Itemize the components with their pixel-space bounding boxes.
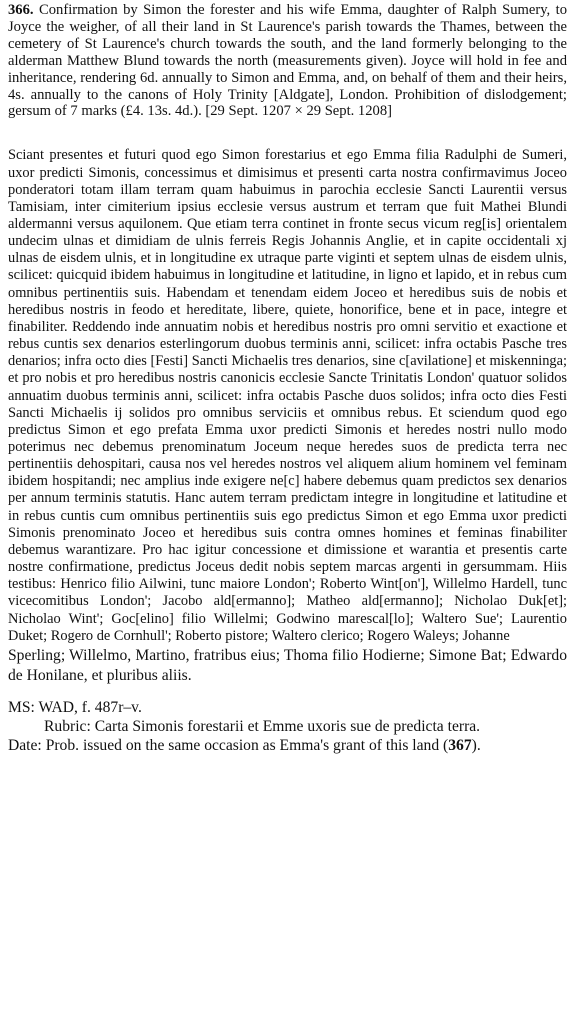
charter-body: Sciant presentes et futuri quod ego Simon forestarius et ego Emma filia Radulphi de Sumeri, uxor predicti Simonis, concessimus et dimisimus et presenti carta nostra confirmavimus Joceo ponderatori totam illam terram quam habuimus in parochia ecclesie Sancti Laurentii versus Tamisiam, inter cimiterium ipsius ecclesie versus austrum et terram que fuit Mathei Blundi aldermanni versus aquilonem. Que etiam terra continet in fronte secus vicum reg[is] orientalem undecim ulnas et dimidiam de ulnis ferreis Regis Johannis Anglie, et in capite occidentali xj ulnas de eisdem ulnis, et in longitudine ex utraque parte viginti et septem ulnas de eisdem ulnis, scilicet: quicquid ibidem habuimus in longitudine et latitudine, in ligno et lapido, et in rebus cum omnibus pertinentiis suis. Habendam et tenendam eidem Joceo et heredibus suis de nobis et heredibus nostris in feodo et hereditate, libere, quiete, honorifice, bene et in pace, integre et finabiliter. Reddendo inde annuatim nobis et heredibus nostris pro omni servitio et exactione et rebus cuntis sex denarios esterlingorum duobus terminis anni, scilicet: infra octabis Pasche tres denarios; infra octo dies [Festi] Sancti Michaelis tres denarios, sine c[avilatione] et miskenninga; et pro nobis et pro heredibus nostris canonicis ecclesie Sancte Trinitatis London' quatuor solidos annuatim duobus terminis anni, scilicet: infra octabis Pasche duos solidos; infra octo dies Festi Sancti Michaelis ij solidos pro omnibus serviciis et omnibus rebus. Et sciendum quod ego predictus Simon et ego prefata Emma uxor predicti Simonis et heredes nostri nullo modo poterimus nec debemus prenominatum Joceum neque heredes suos de predicta terra nec pertinentiis dehospitari, causa nos vel heredes nostros vel aliquem alium hominem vel feminam ibidem hospitandi; nec amplius inde exigere ne[c] habere debemus quam predictos sex denarios per annum terminis statutis. Hanc autem terram predictam integre in longitudine et latitudine et in rebus cuntis cum omnibus pertinentiis suis ego predictus Simon et ego Emma uxor predicti Simonis prenominato Joceo et heredibus suis contra omnes homines et feminas finabiliter debemus warantizare. Pro hac igitur concessione et dimissione et warantia et presentis carte nostre confirmatione, predictus Joceus dedit nobis septem marcas argenti in gersummam. Hiis testibus: Henrico filio Ailwini, tunc maiore London'; Roberto Wint[on'], Willelmo Hardell, tunc vicecomitibus London'; Jacobo ald[ermanno]; Matheo ald[ermanno]; Nicholao Duk[et]; Nicholao Wint'; Goc[elino] filio Willelmi; Godwino marescal[lo]; Waltero Sue'; Laurentio Duket; Rogero de Cornhull'; Roberto pistore; Waltero clerico; Rogero Waleys; Johanne [8,147,567,644]
charter-text-tail [8,646,567,686]
ms-label: MS: [8,698,35,716]
date-end: ). [471,736,481,754]
charter-text [8,147,567,645]
document-page [8,2,567,755]
rubric-label: Rubric: [44,717,91,735]
date-value: Prob. issued on the same occasion as Emma's grant of this land ( [45,736,449,754]
rubric-note [8,717,567,736]
rubric-value: Carta Simonis forestarii et Emme uxoris sue de predicta terra. [94,717,481,735]
date-note [8,736,567,755]
entry-number: 366. [8,2,34,18]
editorial-notes [8,698,567,755]
manuscript-note [8,698,567,717]
date-label: Date: [8,736,42,754]
summary-text: Confirmation by Simon the forester and his wife Emma, daughter of Ralph Sumery, to Joyce the weigher, of all their land in St Laurence's parish towards the Thames, between the cemetery of St Laurence's church towards the south, and the land formerly belonging to the alderman Matthew Blund towards the north (measurements given). Joyce will hold in fee and inheritance, rendering 6d. annually to Simon and Emma, and, on behalf of them and their heirs, 4s. annually to the canons of Holy Trinity [Aldgate], London. Prohibition of dislodgement; gersum of 7 marks (£4. 13s. 4d.). [29 Sept. 1207 × 29 Sept. 1208] [8,2,568,120]
entry-summary [8,2,567,120]
charter-tail: Sperling; Willelmo, Martino, fratribus eius; Thoma filio Hodierne; Simone Bat; Edwardo de Honilane, et pluribus aliis. [8,646,567,684]
ms-value: WAD, f. 487r–v. [38,698,142,716]
cross-reference: 367 [448,736,472,754]
